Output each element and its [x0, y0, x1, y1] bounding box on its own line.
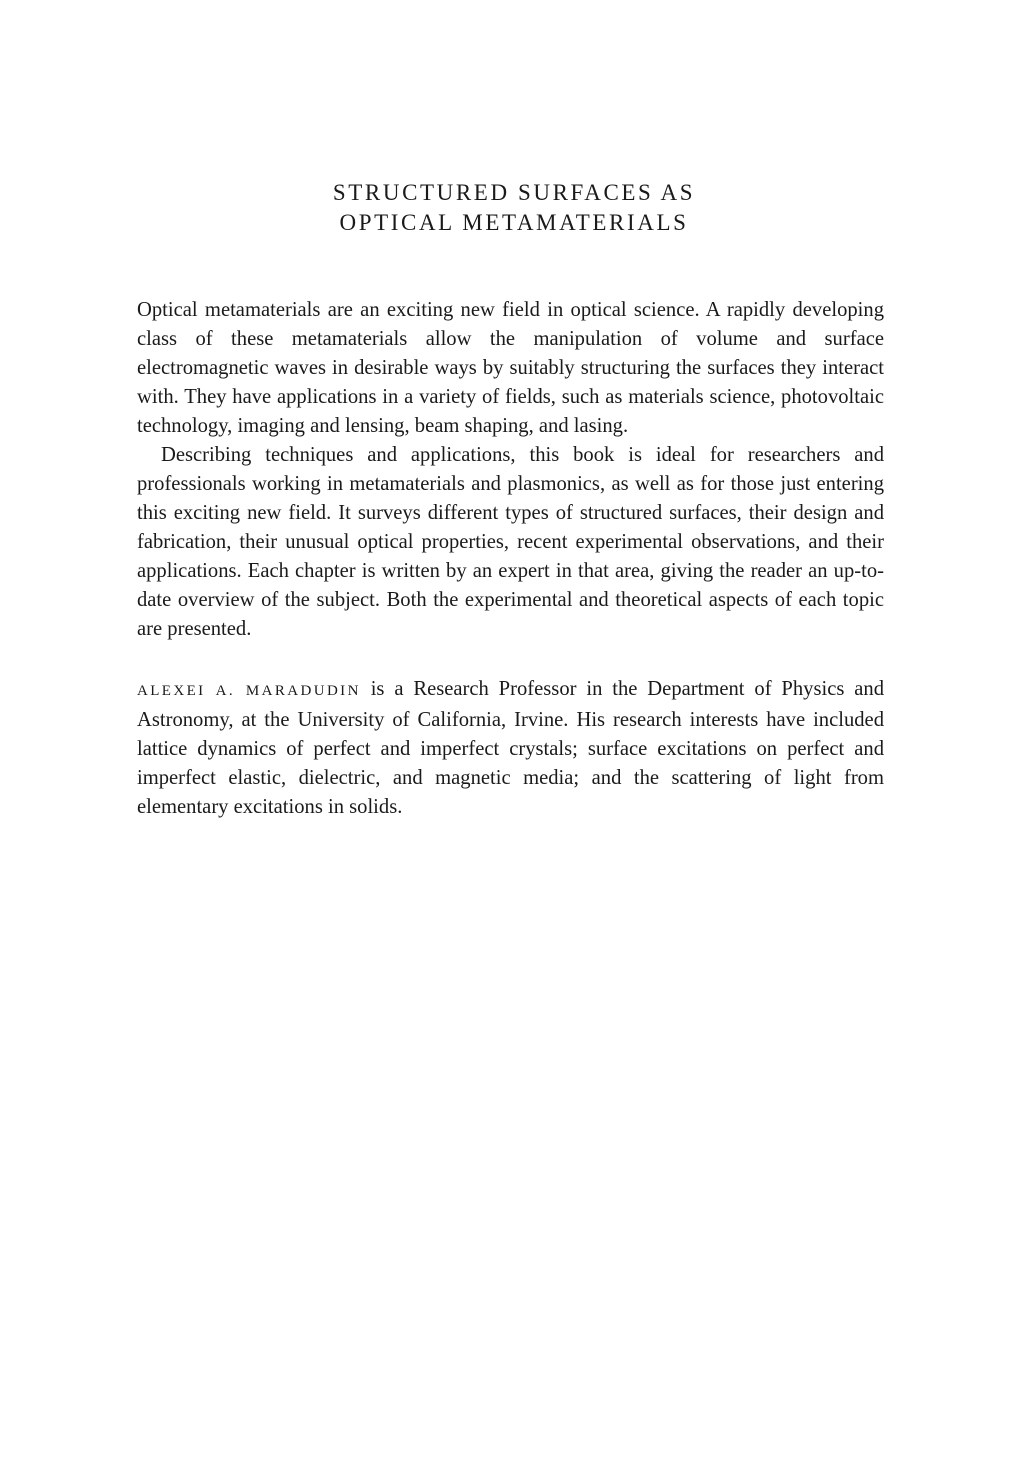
book-description: [137, 296, 884, 644]
book-title: [0, 178, 1028, 238]
author-bio: [137, 675, 884, 822]
description-paragraph-1: Optical metamaterials are an exciting new field in optical science. A rapidly developing class of these metamaterials allow the manipulation of volume and surface electromagnetic waves in desirable ways by suitably structuring the surfaces they interact with. They have applications in a variety of fields, such as materials science, photovoltaic technology, imaging and lensing, beam shaping, and lasing.: [137, 299, 884, 437]
book-title-line-2: OPTICAL METAMATERIALS: [339, 210, 689, 235]
author-bio-paragraph: [137, 675, 884, 822]
description-paragraph-2: Describing techniques and applications, this book is ideal for researchers and professionals working in metamaterials and plasmonics, as well as for those just entering this exciting new field. It surveys different types of structured surfaces, their design and fabrication, their unusual optical properties, recent experimental observations, and their applications. Each chapter is written by an expert in that area, giving the reader an up-to-date overview of the subject. Both the experimental and theoretical aspects of each topic are presented.: [137, 444, 884, 640]
author-bio-text: is a Research Professor in the Department of Physics and Astronomy, at the University of California, Irvine. His research interests have included lattice dynamics of perfect and imperfect crystals; surface excitations on perfect and imperfect elastic, dielectric, and magnetic media; and the scattering of light from elementary excitations in solids.: [137, 678, 884, 818]
author-name: ALEXEI A. MARADUDIN: [137, 683, 361, 699]
book-title-line-1: STRUCTURED SURFACES AS: [332, 180, 696, 205]
